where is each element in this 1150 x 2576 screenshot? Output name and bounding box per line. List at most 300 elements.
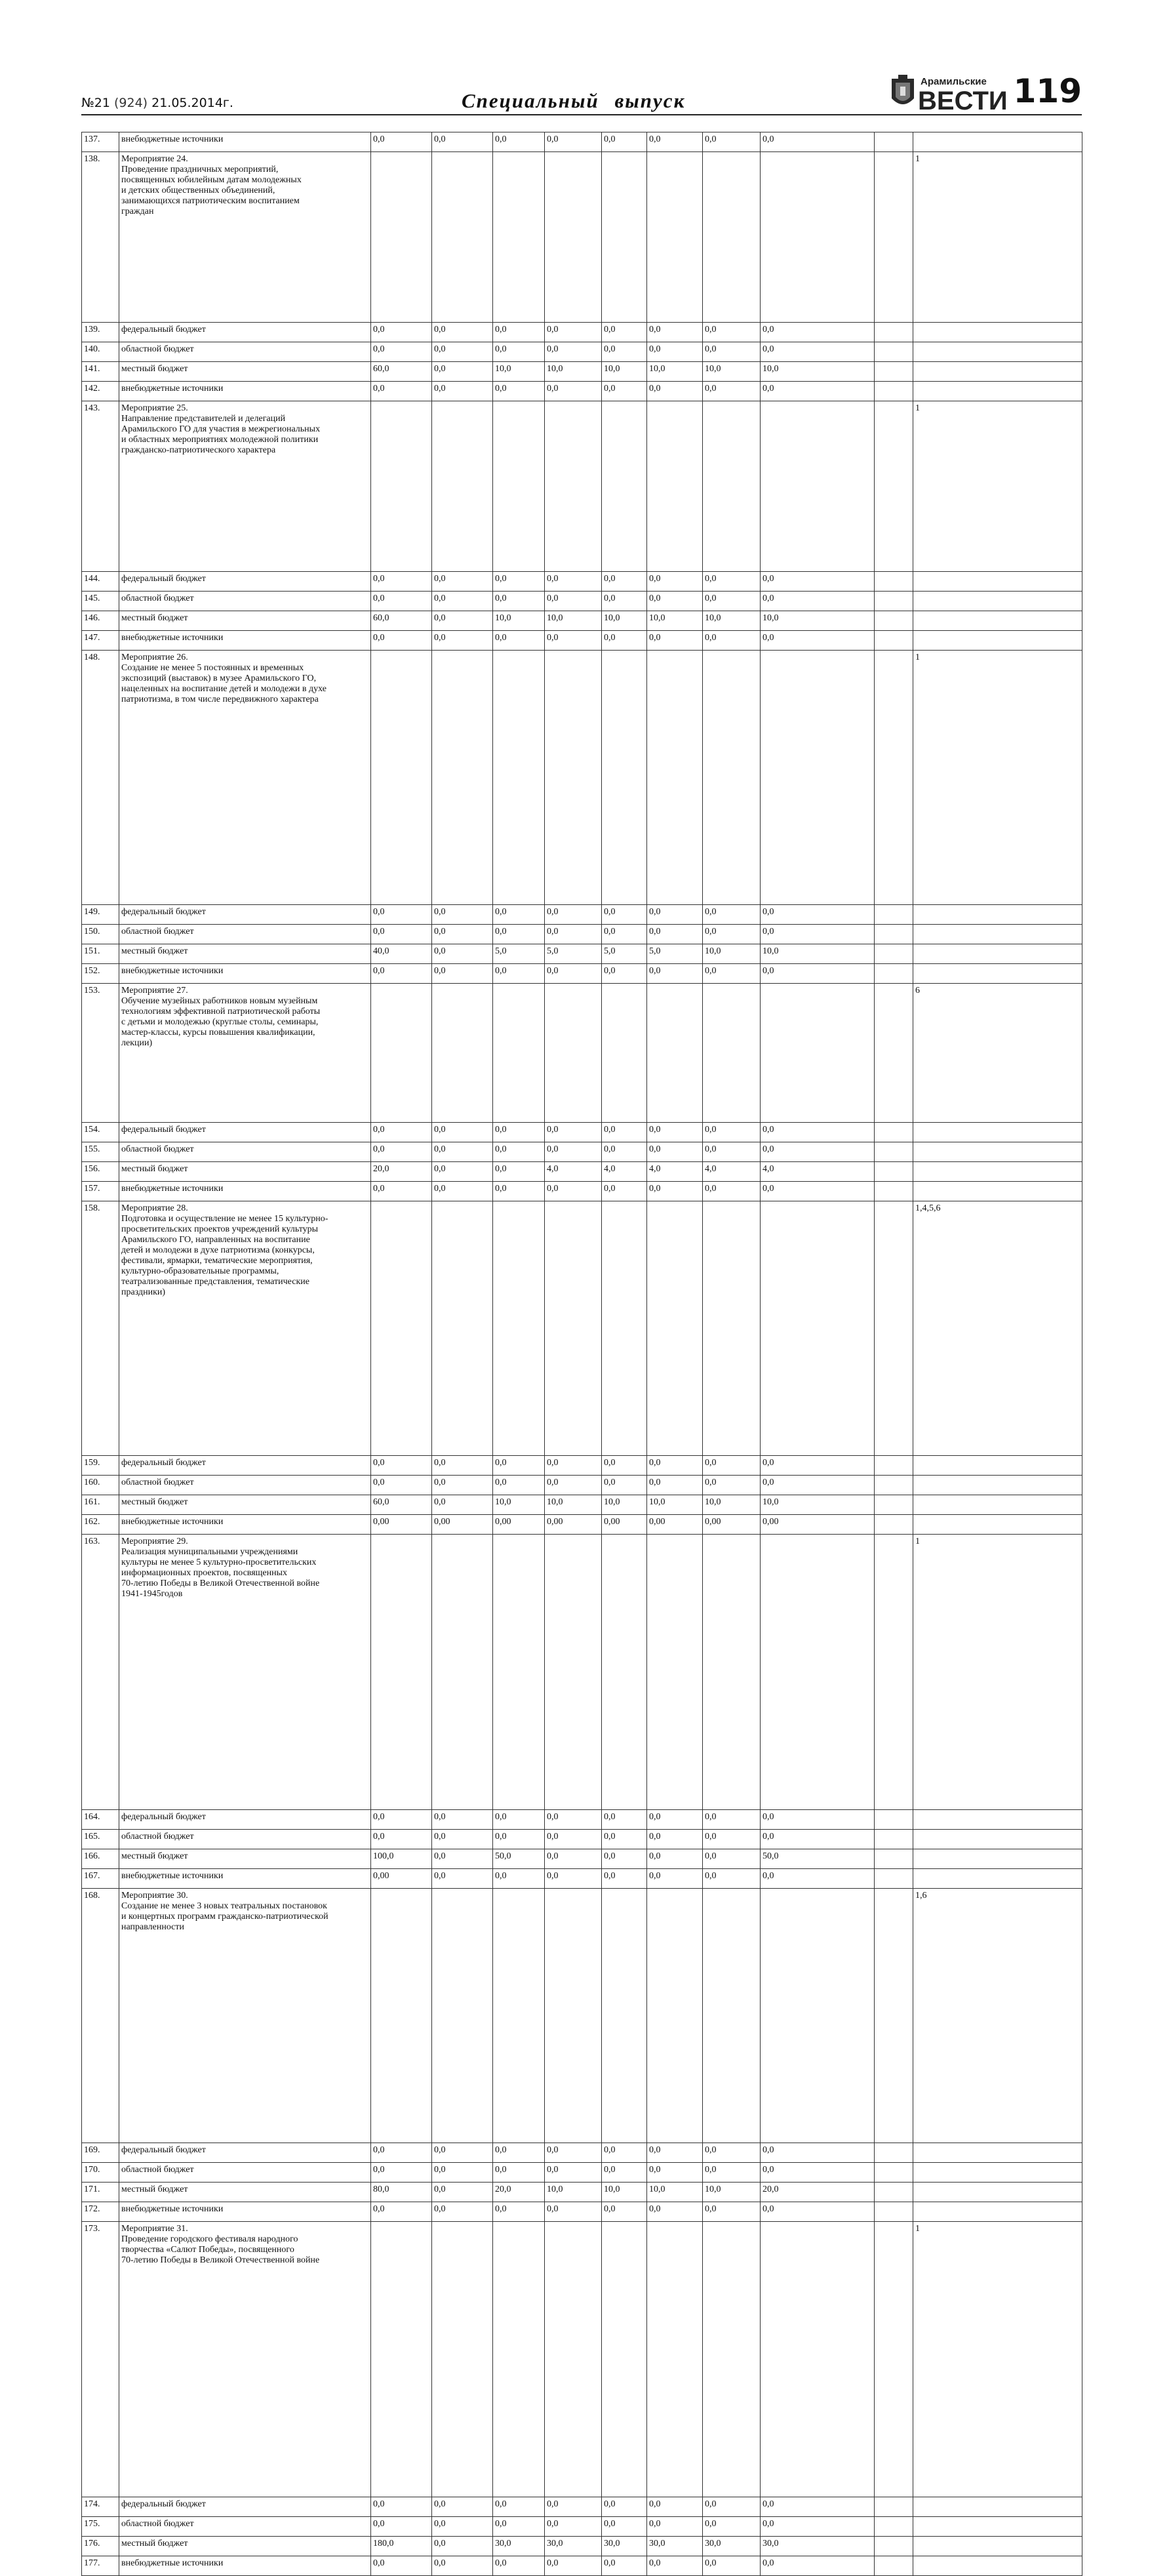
value-cell: 0,0 xyxy=(432,964,493,984)
value-cell: 0,0 xyxy=(432,1849,493,1869)
value-cell: 0,0 xyxy=(602,132,647,152)
target-indicator xyxy=(913,1515,1082,1535)
value-cell: 0,0 xyxy=(761,1830,875,1849)
value-cell xyxy=(432,2222,493,2497)
spacer-cell xyxy=(875,1142,913,1162)
row-description: внебюджетные источники xyxy=(119,382,371,401)
value-cell: 10,0 xyxy=(647,611,703,631)
value-cell xyxy=(647,1535,703,1810)
value-cell xyxy=(703,152,761,323)
value-cell: 0,0 xyxy=(647,1182,703,1201)
value-cell xyxy=(493,651,545,905)
row-description: областной бюджет xyxy=(119,1476,371,1495)
value-cell: 0,0 xyxy=(545,323,602,342)
table-row xyxy=(82,984,1082,1123)
table-row xyxy=(82,401,1082,572)
row-number: 155. xyxy=(82,1142,119,1162)
value-cell: 50,0 xyxy=(761,1849,875,1869)
value-cell: 0,0 xyxy=(493,2202,545,2222)
value-cell xyxy=(761,2222,875,2497)
value-cell: 0,0 xyxy=(761,964,875,984)
value-cell xyxy=(647,401,703,572)
spacer-cell xyxy=(875,2143,913,2163)
row-description: внебюджетные источники xyxy=(119,631,371,651)
row-description: областной бюджет xyxy=(119,1830,371,1849)
value-cell: 0,0 xyxy=(545,1810,602,1830)
row-description: областной бюджет xyxy=(119,2163,371,2183)
row-number: 156. xyxy=(82,1162,119,1182)
value-cell: 10,0 xyxy=(647,1495,703,1515)
row-description: Мероприятие 30. Создание не менее 3 новых театральных постановок и концертных программ гражданско-патриотической направленности xyxy=(119,1889,371,2143)
value-cell xyxy=(545,984,602,1123)
row-number: 150. xyxy=(82,925,119,944)
table-row xyxy=(82,382,1082,401)
spacer-cell xyxy=(875,1889,913,2143)
table-row xyxy=(82,2183,1082,2202)
value-cell xyxy=(432,1889,493,2143)
value-cell: 0,0 xyxy=(545,905,602,925)
row-description: местный бюджет xyxy=(119,1495,371,1515)
spacer-cell xyxy=(875,1830,913,1849)
value-cell: 0,0 xyxy=(432,2202,493,2222)
value-cell: 0,0 xyxy=(602,572,647,592)
value-cell: 0,0 xyxy=(371,1810,432,1830)
row-number: 141. xyxy=(82,362,119,382)
row-description: областной бюджет xyxy=(119,342,371,362)
value-cell: 0,0 xyxy=(761,1456,875,1476)
row-number: 163. xyxy=(82,1535,119,1810)
row-number: 173. xyxy=(82,2222,119,2497)
target-indicator xyxy=(913,1495,1082,1515)
target-indicator xyxy=(913,132,1082,152)
target-indicator xyxy=(913,2537,1082,2556)
value-cell: 0,0 xyxy=(493,1476,545,1495)
value-cell: 0,0 xyxy=(602,382,647,401)
target-indicator xyxy=(913,2143,1082,2163)
value-cell: 0,0 xyxy=(371,1476,432,1495)
spacer-cell xyxy=(875,1476,913,1495)
row-description: федеральный бюджет xyxy=(119,905,371,925)
value-cell: 0,0 xyxy=(703,1182,761,1201)
value-cell: 0,0 xyxy=(602,1810,647,1830)
value-cell: 0,0 xyxy=(432,1830,493,1849)
value-cell: 0,0 xyxy=(371,382,432,401)
target-indicator xyxy=(913,1162,1082,1182)
table-row xyxy=(82,1162,1082,1182)
value-cell xyxy=(545,152,602,323)
value-cell xyxy=(371,152,432,323)
value-cell xyxy=(432,651,493,905)
row-number: 172. xyxy=(82,2202,119,2222)
row-description: областной бюджет xyxy=(119,1142,371,1162)
value-cell: 0,0 xyxy=(761,1810,875,1830)
target-indicator xyxy=(913,323,1082,342)
value-cell: 0,0 xyxy=(371,2202,432,2222)
value-cell: 0,0 xyxy=(432,2497,493,2517)
value-cell xyxy=(493,401,545,572)
value-cell: 30,0 xyxy=(493,2537,545,2556)
value-cell: 0,0 xyxy=(371,2517,432,2537)
value-cell: 0,0 xyxy=(703,2163,761,2183)
value-cell: 0,0 xyxy=(432,342,493,362)
table-row xyxy=(82,1201,1082,1456)
value-cell: 0,0 xyxy=(703,631,761,651)
target-indicator xyxy=(913,1476,1082,1495)
value-cell: 0,0 xyxy=(647,2143,703,2163)
value-cell xyxy=(371,1201,432,1456)
target-indicator xyxy=(913,631,1082,651)
row-number: 161. xyxy=(82,1495,119,1515)
value-cell: 0,0 xyxy=(432,382,493,401)
target-indicator: 1 xyxy=(913,2222,1082,2497)
value-cell: 10,0 xyxy=(493,362,545,382)
value-cell: 0,0 xyxy=(602,1849,647,1869)
value-cell xyxy=(493,984,545,1123)
value-cell xyxy=(602,1889,647,2143)
row-description: федеральный бюджет xyxy=(119,1810,371,1830)
value-cell: 0,0 xyxy=(432,2556,493,2576)
table-row xyxy=(82,2143,1082,2163)
value-cell: 0,0 xyxy=(545,2497,602,2517)
value-cell: 0,0 xyxy=(545,132,602,152)
row-number: 147. xyxy=(82,631,119,651)
table-row xyxy=(82,631,1082,651)
value-cell: 0,0 xyxy=(647,2497,703,2517)
row-number: 146. xyxy=(82,611,119,631)
value-cell: 0,0 xyxy=(493,2517,545,2537)
value-cell: 0,0 xyxy=(761,342,875,362)
spacer-cell xyxy=(875,611,913,631)
value-cell: 0,0 xyxy=(602,905,647,925)
row-number: 152. xyxy=(82,964,119,984)
value-cell xyxy=(371,651,432,905)
value-cell: 0,0 xyxy=(703,964,761,984)
value-cell: 0,0 xyxy=(545,342,602,362)
target-indicator: 1 xyxy=(913,152,1082,323)
row-description: федеральный бюджет xyxy=(119,1123,371,1142)
value-cell: 0,0 xyxy=(493,382,545,401)
row-number: 167. xyxy=(82,1869,119,1889)
value-cell: 0,00 xyxy=(761,1515,875,1535)
spacer-cell xyxy=(875,1535,913,1810)
value-cell: 10,0 xyxy=(602,611,647,631)
value-cell: 0,0 xyxy=(602,2497,647,2517)
spacer-cell xyxy=(875,152,913,323)
value-cell xyxy=(493,2222,545,2497)
spacer-cell xyxy=(875,1162,913,1182)
value-cell: 0,0 xyxy=(371,964,432,984)
value-cell: 0,0 xyxy=(647,592,703,611)
value-cell: 10,0 xyxy=(602,1495,647,1515)
value-cell: 0,0 xyxy=(493,1123,545,1142)
table-row xyxy=(82,944,1082,964)
value-cell: 0,0 xyxy=(602,2556,647,2576)
spacer-cell xyxy=(875,964,913,984)
value-cell: 0,0 xyxy=(602,1830,647,1849)
row-description: федеральный бюджет xyxy=(119,572,371,592)
table-row xyxy=(82,152,1082,323)
value-cell: 0,0 xyxy=(432,2163,493,2183)
value-cell: 0,0 xyxy=(432,1142,493,1162)
value-cell: 0,0 xyxy=(703,1810,761,1830)
spacer-cell xyxy=(875,631,913,651)
value-cell xyxy=(703,1535,761,1810)
row-number: 145. xyxy=(82,592,119,611)
logo-small-text: Арамильские xyxy=(921,76,987,87)
target-indicator xyxy=(913,342,1082,362)
value-cell xyxy=(493,1889,545,2143)
value-cell: 0,0 xyxy=(371,905,432,925)
table-row xyxy=(82,1830,1082,1849)
value-cell xyxy=(761,1889,875,2143)
value-cell: 10,0 xyxy=(703,944,761,964)
target-indicator xyxy=(913,964,1082,984)
value-cell: 0,0 xyxy=(647,1456,703,1476)
value-cell: 10,0 xyxy=(703,362,761,382)
value-cell: 0,0 xyxy=(493,1830,545,1849)
row-description: местный бюджет xyxy=(119,2537,371,2556)
value-cell: 0,0 xyxy=(371,1182,432,1201)
row-number: 162. xyxy=(82,1515,119,1535)
table-row xyxy=(82,1476,1082,1495)
value-cell: 0,0 xyxy=(647,2517,703,2537)
value-cell: 0,0 xyxy=(761,2517,875,2537)
row-description: областной бюджет xyxy=(119,925,371,944)
issue-number: (924) xyxy=(113,96,148,110)
issue-prefix: №21 xyxy=(81,96,110,110)
row-number: 138. xyxy=(82,152,119,323)
spacer-cell xyxy=(875,1869,913,1889)
value-cell xyxy=(761,984,875,1123)
value-cell: 0,0 xyxy=(647,382,703,401)
table-row xyxy=(82,2556,1082,2576)
value-cell: 0,0 xyxy=(761,1869,875,1889)
value-cell: 10,0 xyxy=(703,611,761,631)
value-cell xyxy=(647,984,703,1123)
value-cell: 0,0 xyxy=(371,592,432,611)
row-description: внебюджетные источники xyxy=(119,964,371,984)
row-description: Мероприятие 28. Подготовка и осуществление не менее 15 культурно- просветительских проектов учреждений культуры Арамильского ГО, направленных на воспитание детей и молодежи в духе патриотизма (конкурсы, фестивали, ярмарки, тематические мероприятия, культурно-образовательные программы, театрализованные представления, тематические праздники) xyxy=(119,1201,371,1456)
value-cell: 0,0 xyxy=(545,631,602,651)
value-cell: 10,0 xyxy=(602,2183,647,2202)
target-indicator: 1 xyxy=(913,651,1082,905)
row-number: 168. xyxy=(82,1889,119,2143)
value-cell: 0,0 xyxy=(545,964,602,984)
value-cell: 0,0 xyxy=(703,925,761,944)
value-cell: 0,0 xyxy=(545,1830,602,1849)
value-cell: 0,0 xyxy=(703,592,761,611)
value-cell: 60,0 xyxy=(371,611,432,631)
spacer-cell xyxy=(875,1495,913,1515)
value-cell: 0,0 xyxy=(647,925,703,944)
coat-of-arms-icon xyxy=(892,75,914,104)
value-cell xyxy=(493,1201,545,1456)
value-cell: 0,0 xyxy=(545,1476,602,1495)
spacer-cell xyxy=(875,572,913,592)
value-cell: 5,0 xyxy=(647,944,703,964)
table-row xyxy=(82,611,1082,631)
value-cell: 0,0 xyxy=(493,905,545,925)
row-description: местный бюджет xyxy=(119,611,371,631)
value-cell: 0,0 xyxy=(371,631,432,651)
value-cell: 0,0 xyxy=(432,1123,493,1142)
row-description: внебюджетные источники xyxy=(119,132,371,152)
table-row xyxy=(82,1869,1082,1889)
value-cell: 0,0 xyxy=(493,631,545,651)
row-description: областной бюджет xyxy=(119,592,371,611)
value-cell: 10,0 xyxy=(647,362,703,382)
row-description: внебюджетные источники xyxy=(119,1869,371,1889)
spacer-cell xyxy=(875,2497,913,2517)
table-row xyxy=(82,1849,1082,1869)
value-cell: 0,00 xyxy=(602,1515,647,1535)
row-description: федеральный бюджет xyxy=(119,323,371,342)
row-description: областной бюджет xyxy=(119,2517,371,2537)
value-cell xyxy=(647,651,703,905)
value-cell: 0,0 xyxy=(602,2143,647,2163)
value-cell: 10,0 xyxy=(761,944,875,964)
row-description: Мероприятие 24. Проведение праздничных мероприятий, посвященных юбилейным датам молодежных и детских общественных объединений, занимающихся патриотическим воспитанием граждан xyxy=(119,152,371,323)
target-indicator xyxy=(913,1182,1082,1201)
value-cell: 20,0 xyxy=(371,1162,432,1182)
value-cell: 30,0 xyxy=(647,2537,703,2556)
value-cell xyxy=(703,1201,761,1456)
value-cell: 0,0 xyxy=(647,323,703,342)
row-description: Мероприятие 29. Реализация муниципальными учреждениями культуры не менее 5 культурно-просветительских информационных проектов, посвященных 70-летию Победы в Великой Отечественной войне 1941-1945годов xyxy=(119,1535,371,1810)
value-cell: 0,0 xyxy=(432,944,493,964)
table-row xyxy=(82,2497,1082,2517)
row-number: 148. xyxy=(82,651,119,905)
value-cell: 10,0 xyxy=(703,2183,761,2202)
target-indicator xyxy=(913,1869,1082,1889)
value-cell: 0,0 xyxy=(602,1476,647,1495)
target-indicator xyxy=(913,2517,1082,2537)
value-cell: 0,0 xyxy=(602,323,647,342)
value-cell: 5,0 xyxy=(493,944,545,964)
value-cell: 0,0 xyxy=(493,2143,545,2163)
table-row xyxy=(82,1182,1082,1201)
value-cell: 0,0 xyxy=(647,1830,703,1849)
value-cell: 0,0 xyxy=(703,382,761,401)
value-cell: 0,0 xyxy=(703,323,761,342)
value-cell: 0,0 xyxy=(647,2202,703,2222)
row-number: 153. xyxy=(82,984,119,1123)
value-cell: 0,0 xyxy=(761,2163,875,2183)
value-cell: 0,0 xyxy=(545,925,602,944)
spacer-cell xyxy=(875,592,913,611)
value-cell: 0,0 xyxy=(761,2556,875,2576)
value-cell: 0,0 xyxy=(602,1123,647,1142)
spacer-cell xyxy=(875,323,913,342)
row-number: 177. xyxy=(82,2556,119,2576)
value-cell: 0,0 xyxy=(703,572,761,592)
table-row xyxy=(82,1495,1082,1515)
value-cell: 0,0 xyxy=(432,1182,493,1201)
spacer-cell xyxy=(875,2556,913,2576)
value-cell: 0,0 xyxy=(493,572,545,592)
value-cell: 0,0 xyxy=(602,1182,647,1201)
table-row xyxy=(82,1515,1082,1535)
row-number: 165. xyxy=(82,1830,119,1849)
value-cell: 0,0 xyxy=(761,631,875,651)
spacer-cell xyxy=(875,1810,913,1830)
value-cell: 10,0 xyxy=(761,362,875,382)
value-cell: 0,0 xyxy=(545,2163,602,2183)
row-number: 159. xyxy=(82,1456,119,1476)
value-cell: 0,0 xyxy=(602,1142,647,1162)
row-number: 164. xyxy=(82,1810,119,1830)
value-cell: 20,0 xyxy=(761,2183,875,2202)
value-cell xyxy=(432,152,493,323)
row-number: 143. xyxy=(82,401,119,572)
value-cell: 0,0 xyxy=(432,631,493,651)
value-cell: 5,0 xyxy=(602,944,647,964)
value-cell: 0,0 xyxy=(493,1869,545,1889)
row-description: Мероприятие 27. Обучение музейных работников новым музейным технологиям эффективной патриотической работы с детьми и молодежью (круглые столы, семинары, мастер-классы, курсы повышения квалификации, лекции) xyxy=(119,984,371,1123)
value-cell: 0,0 xyxy=(493,1162,545,1182)
table-row xyxy=(82,2163,1082,2183)
value-cell: 0,0 xyxy=(432,1810,493,1830)
value-cell: 0,0 xyxy=(647,132,703,152)
table-row xyxy=(82,132,1082,152)
row-description: федеральный бюджет xyxy=(119,1456,371,1476)
value-cell: 0,0 xyxy=(647,1869,703,1889)
row-number: 139. xyxy=(82,323,119,342)
table-row xyxy=(82,925,1082,944)
value-cell: 10,0 xyxy=(493,1495,545,1515)
table-row xyxy=(82,592,1082,611)
spacer-cell xyxy=(875,2202,913,2222)
program-table xyxy=(81,132,1082,2576)
row-description: внебюджетные источники xyxy=(119,1182,371,1201)
value-cell: 10,0 xyxy=(761,611,875,631)
value-cell: 0,0 xyxy=(703,2517,761,2537)
row-description: местный бюджет xyxy=(119,944,371,964)
value-cell: 5,0 xyxy=(545,944,602,964)
target-indicator xyxy=(913,944,1082,964)
value-cell xyxy=(432,984,493,1123)
value-cell: 0,00 xyxy=(371,1515,432,1535)
value-cell: 0,0 xyxy=(761,2202,875,2222)
value-cell: 0,0 xyxy=(602,925,647,944)
target-indicator xyxy=(913,572,1082,592)
table-row xyxy=(82,572,1082,592)
value-cell: 0,0 xyxy=(371,925,432,944)
value-cell: 0,0 xyxy=(761,1142,875,1162)
spacer-cell xyxy=(875,2222,913,2497)
value-cell: 50,0 xyxy=(493,1849,545,1869)
value-cell: 4,0 xyxy=(761,1162,875,1182)
spacer-cell xyxy=(875,132,913,152)
value-cell: 0,0 xyxy=(602,2163,647,2183)
target-indicator: 6 xyxy=(913,984,1082,1123)
value-cell: 0,0 xyxy=(647,964,703,984)
value-cell: 0,0 xyxy=(703,1123,761,1142)
table-row xyxy=(82,1535,1082,1810)
page-header xyxy=(81,71,1082,115)
value-cell: 0,0 xyxy=(703,2143,761,2163)
value-cell: 0,0 xyxy=(761,132,875,152)
row-number: 140. xyxy=(82,342,119,362)
target-indicator xyxy=(913,2202,1082,2222)
special-issue-title: Специальный выпуск xyxy=(462,89,686,112)
row-description: местный бюджет xyxy=(119,2183,371,2202)
value-cell: 0,0 xyxy=(371,323,432,342)
value-cell: 0,0 xyxy=(761,1182,875,1201)
table-row xyxy=(82,1889,1082,2143)
value-cell: 0,0 xyxy=(703,132,761,152)
value-cell: 0,0 xyxy=(493,925,545,944)
